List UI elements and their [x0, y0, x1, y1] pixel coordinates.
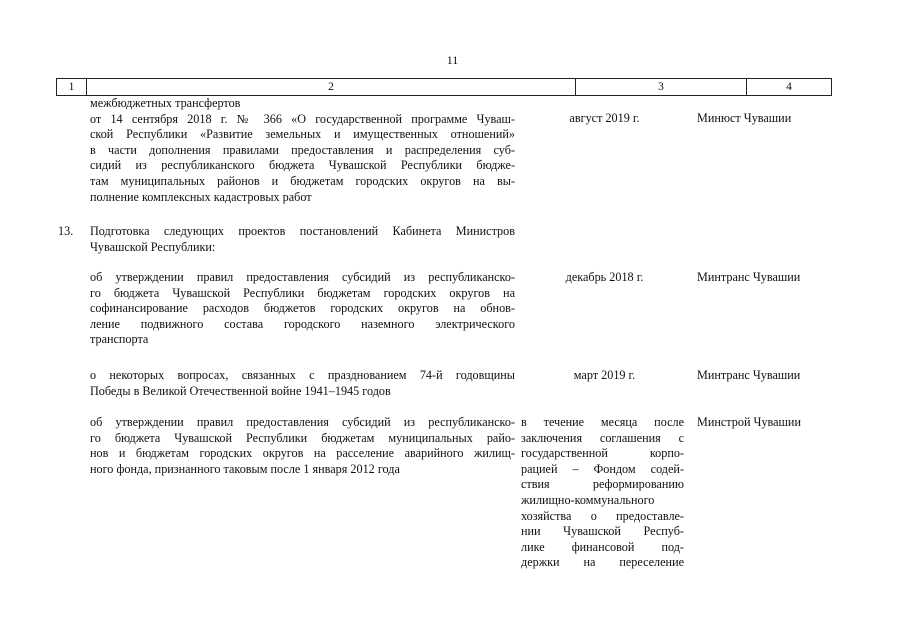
deadline-line: хозяйства о предоставле- — [521, 508, 684, 523]
text-line: ного фонда, признанного таковым после 1 января 2012 года — [90, 461, 400, 476]
text-line: сидий из республиканского бюджета Чувашской Республики бюдже- — [90, 158, 515, 173]
deadline — [521, 270, 688, 286]
item-number: 13. — [58, 224, 74, 238]
text-line: го бюджета Чувашской Республики бюджетам городских округов на — [90, 285, 515, 300]
deadline-line: в течение месяца после — [521, 415, 684, 429]
text-line: нов и бюджетам городских округов на расселение аварийного жилищ- — [90, 446, 515, 461]
deadline-line: декабрь 2018 г. — [565, 270, 644, 284]
task-description — [90, 368, 515, 399]
text-line: в части дополнения правилами предоставления и распределения суб- — [90, 142, 515, 157]
text-line: там муниципальных районов и бюджетам городских округов на вы- — [90, 173, 515, 188]
task-description — [90, 270, 515, 348]
task-description — [90, 415, 515, 477]
header-col-3: 3 — [575, 79, 746, 95]
deadline — [521, 368, 688, 384]
header-col-4: 4 — [746, 79, 832, 95]
responsible: Минстрой Чувашии — [697, 415, 801, 429]
deadline-line: держки на переселение — [521, 555, 684, 570]
text-line: Победы в Великой Отечественной войне 1941–1945 годов — [90, 383, 391, 398]
task-description — [90, 224, 515, 255]
deadline-line: ствия реформированию — [521, 477, 684, 492]
text-line: го бюджета Чувашской Республики бюджетам муниципальных райо- — [90, 430, 515, 445]
text-line: межбюджетных трансфертов — [90, 96, 241, 110]
text-line: ской Республики «Развитие земельных и имущественных отношений» — [90, 127, 515, 142]
deadline-line: государственной корпо- — [521, 446, 684, 461]
deadline-line: жилищно-коммунального — [521, 492, 655, 507]
deadline-line: заключения соглашения с — [521, 430, 684, 445]
deadline — [521, 111, 688, 127]
responsible: Минтранс Чувашии — [697, 368, 801, 382]
task-description — [90, 96, 515, 205]
text-line: об утверждении правил предоставления субсидий из республиканско- — [90, 415, 515, 429]
text-line: об утверждении правил предоставления субсидий из республиканско- — [90, 270, 515, 284]
deadline — [521, 415, 684, 571]
header-col-2: 2 — [86, 79, 575, 95]
text-line: ление подвижного состава городского наземного электрического — [90, 316, 515, 331]
deadline-line: март 2019 г. — [573, 368, 636, 382]
text-line: софинансирование расходов бюджетов городских округов на обнов- — [90, 301, 515, 316]
table-header-row — [56, 78, 832, 96]
deadline-line: рацией – Фондом содей- — [521, 461, 684, 476]
text-line: о некоторых вопросах, связанных с празднованием 74-й годовщины — [90, 368, 515, 382]
responsible: Минюст Чувашии — [697, 111, 792, 125]
deadline-line: август 2019 г. — [569, 111, 640, 125]
text-line: от 14 сентября 2018 г. № 366 «О государственной программе Чуваш- — [90, 111, 515, 126]
deadline-line: нии Чувашской Респуб- — [521, 524, 684, 539]
header-col-1: 1 — [56, 79, 86, 95]
deadline-line: лике финансовой под- — [521, 539, 684, 554]
text-line: полнение комплексных кадастровых работ — [90, 189, 312, 204]
page-number: 11 — [446, 53, 459, 67]
text-line: транспорта — [90, 332, 149, 347]
text-line: Чувашской Республики: — [90, 239, 216, 254]
responsible: Минтранс Чувашии — [697, 270, 801, 284]
text-line: Подготовка следующих проектов постановлений Кабинета Министров — [90, 224, 515, 238]
